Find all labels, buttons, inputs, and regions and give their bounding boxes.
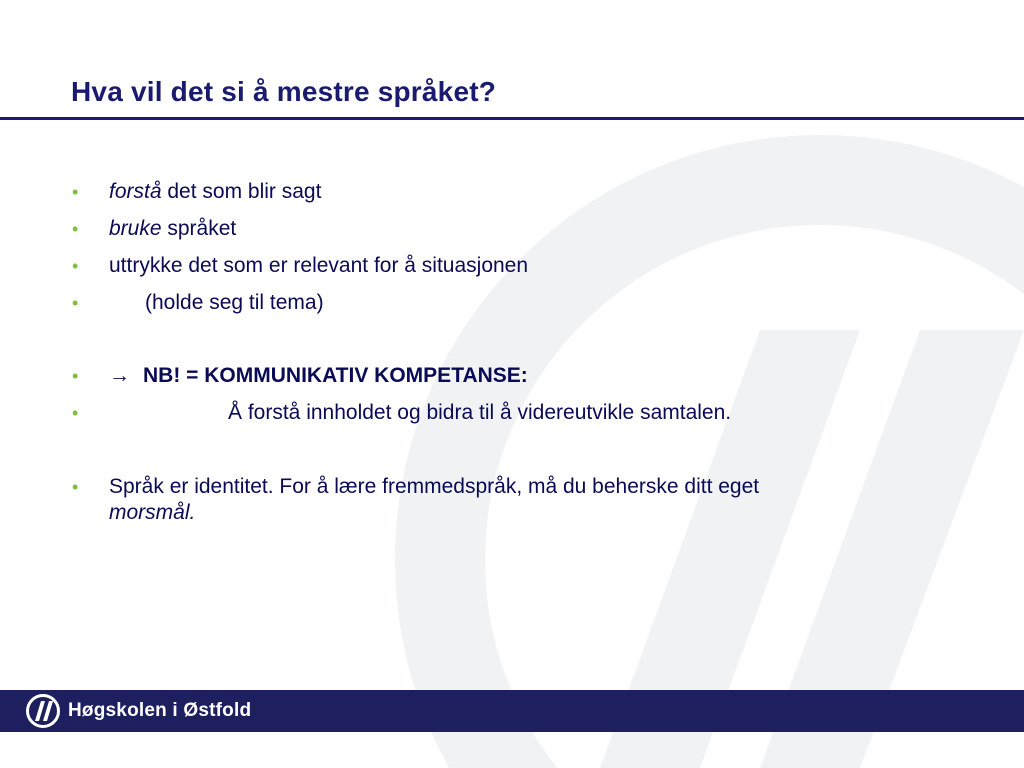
bullet-dot: • xyxy=(72,219,79,239)
bullet-emphasis: forstå xyxy=(109,180,162,203)
bullet-dot: • xyxy=(72,293,79,313)
bullet-dot: • xyxy=(72,256,79,276)
bullet-text: uttrykke det som er relevant for å situasjonen xyxy=(109,254,529,277)
bullet-emphasis: morsmål. xyxy=(109,501,196,524)
bullet-text: (holde seg til tema) xyxy=(145,291,324,314)
footer-bar xyxy=(0,690,1024,732)
institution-name: Høgskolen i Østfold xyxy=(68,700,252,721)
bullet-text: Språk er identitet. For å lære fremmedspråk, må du beherske ditt eget xyxy=(109,475,760,498)
bullet-emphasis: bruke xyxy=(109,217,162,240)
bullet-dot: • xyxy=(72,182,79,202)
slide-title: Hva vil det si å mestre språket? xyxy=(71,76,497,107)
bullet-dot: • xyxy=(72,366,79,386)
bullet-dot: • xyxy=(72,477,79,497)
right-arrow-icon: → xyxy=(109,364,130,387)
bullet-heading: NB! = KOMMUNIKATIV KOMPETANSE: xyxy=(143,364,528,387)
bullet-text: Å forstå innholdet og bidra til å videreutvikle samtalen. xyxy=(228,401,732,424)
bullet-text: språket xyxy=(161,217,237,240)
title-divider xyxy=(0,117,1024,120)
bullet-dot: • xyxy=(72,403,79,423)
hiof-logo-icon xyxy=(24,692,62,730)
bullet-text: det som blir sagt xyxy=(161,180,322,203)
